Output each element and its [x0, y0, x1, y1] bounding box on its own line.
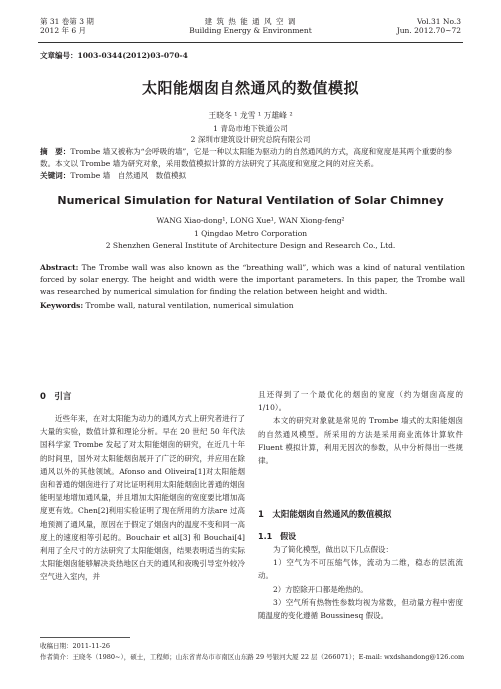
section-0-paragraph: 近些年来，在对太阳能为动力的通风方式上研究者进行了大量的实验，数值计算和理论分析。早在 20 世纪 50 年代法国科学家 Trombe 发起了对太阳能烟囱的研究，在近几十年的时间里，国外对太阳能烟囱展开了广泛的研究，并应用在除通风以外的其他领域。Afonso and Oliveira[1]对太阳能烟囱和普通的烟囱进行了对比证明利用太阳能烟囱比普通的烟囱能明显地增加通风量，并且增加太阳能烟囱的宽度要比增加高度更有效。Chen[2]利用实验证明了现在所用的方法are 过高地预测了通风量，原因在于假定了烟囱内的温度不变和同一高度上的速度相等引起的。Bouchair et al[3] 和 Bouchai[4]利用了全尺寸的方法研究了太阳能烟囱，结果表明适当的实际太阳能烟囱能够解决炎热地区白天的通风和夜晚引导室外较冷空气进入室内，并: [40, 414, 245, 582]
abstract-cn: [40, 146, 465, 170]
section-0-heading: 0 引言: [40, 392, 72, 402]
right-paragraph-1: 本文的研究对象就是常见的 Trombe 墙式的太阳能烟囱的自然通风模型。所采用的方法是采用商业流体计算软件 Fluent 模拟计算，利用无因次的参数，从中分析得出一些规律。: [258, 416, 463, 466]
right-paragraph-continued: 且还得到了一个最优化的烟囱的宽度（约为烟囱高度的 1/10）。: [258, 390, 463, 413]
footnote-author: 作者简介：王晓冬（1980~），硕士，工程师；山东省青岛市市南区山东路 29 号银河大厦 22 层（266071）；E-mail: wxdshandong@126.com: [40, 653, 465, 661]
keywords-en-label: Keywords:: [40, 301, 84, 310]
left-column: [40, 412, 245, 634]
keywords-en: [40, 300, 465, 312]
journal-vol-block: [397, 17, 461, 35]
authors-en: WANG Xiao-dong¹, LONG Xue¹, WAN Xiong-feng²: [156, 216, 345, 225]
footnote-divider: [40, 637, 130, 638]
journal-name-cn: 建 筑 热 能 通 风 空 调: [204, 17, 297, 26]
abstract-en-label: Abstract:: [40, 263, 79, 272]
journal-date: 2012 年 6 月: [40, 26, 87, 35]
assumptions-block: [258, 543, 463, 622]
header-divider: [38, 42, 463, 43]
keywords-cn-text: Trombe 墙 自然通风 数值模拟: [70, 171, 187, 180]
footnote-received: 收稿日期：2011-11-26: [40, 642, 110, 650]
affiliation-cn-2: 2 深圳市建筑设计研究总院有限公司: [190, 135, 311, 144]
assumptions-intro: 为了简化模型，做出以下几点假设：: [273, 545, 393, 554]
authors-cn: 王晓冬 ¹ 龙雪 ¹ 万雄峰 ²: [208, 111, 293, 120]
abstract-cn-text: Trombe 墙又被称为“会呼吸的墙”，它是一种以太阳能为驱动力的自然通风的方式，高度和宽度是其两个重要的参数。本文以 Trombe 墙为研究对象，采用数值模拟计算的方法研究了其高度和宽度之间的对应关系。: [40, 147, 453, 168]
journal-issue: 第 31 卷第 3 期: [40, 17, 94, 26]
assumption-2: 2）方腔除开口都是绝热的。: [273, 584, 368, 594]
keywords-cn-label: 关键词：: [40, 171, 71, 180]
title-cn: 太阳能烟囱自然通风的数值模拟: [141, 79, 359, 97]
article-number: 文章编号：1003-0344(2012)03-070-4: [40, 51, 188, 60]
assumption-3: 3）空气所有热物性参数均视为常数，但动量方程中密度随温度的变化遵循 Boussinesq 假设。: [258, 597, 463, 621]
affiliation-en-2: 2 Shenzhen General Institute of Architecture Design and Research Co., Ltd.: [105, 241, 396, 250]
journal-pages: Jun. 2012.70~72: [396, 26, 461, 35]
abstract-cn-label: 摘 要：: [40, 147, 71, 156]
journal-volume: Vol.31 No.3: [416, 17, 461, 26]
right-column: [258, 388, 463, 467]
abstract-en-text: The Trombe wall was also known as the “breathing wall”, which was a kind of natural ventilation forced by solar energy. The height and width were the important parameters. In this paper, the Trombe wall was researched by numerical simulation for finding the relation between height and width.: [40, 263, 465, 296]
abstract-en: [40, 262, 465, 298]
title-en: Numerical Simulation for Natural Ventilation of Solar Chimney: [57, 194, 444, 207]
keywords-en-text: Trombe wall, natural ventilation, numerical simulation: [85, 301, 294, 310]
section-1-heading: 1 太阳能烟囱自然通风的数值模拟: [258, 510, 392, 520]
keywords-cn: [40, 170, 465, 182]
assumption-1: 1）空气为不可压缩气体，流动为二维，稳态的层流流动。: [258, 558, 463, 581]
affiliation-en-1: 1 Qingdao Metro Corporation: [193, 229, 308, 238]
affiliation-cn-1: 1 青岛市地下铁道公司: [213, 124, 288, 133]
journal-name-en: Building Energy & Environment: [189, 26, 312, 35]
section-1-1-heading: 1.1 假设: [258, 532, 297, 541]
